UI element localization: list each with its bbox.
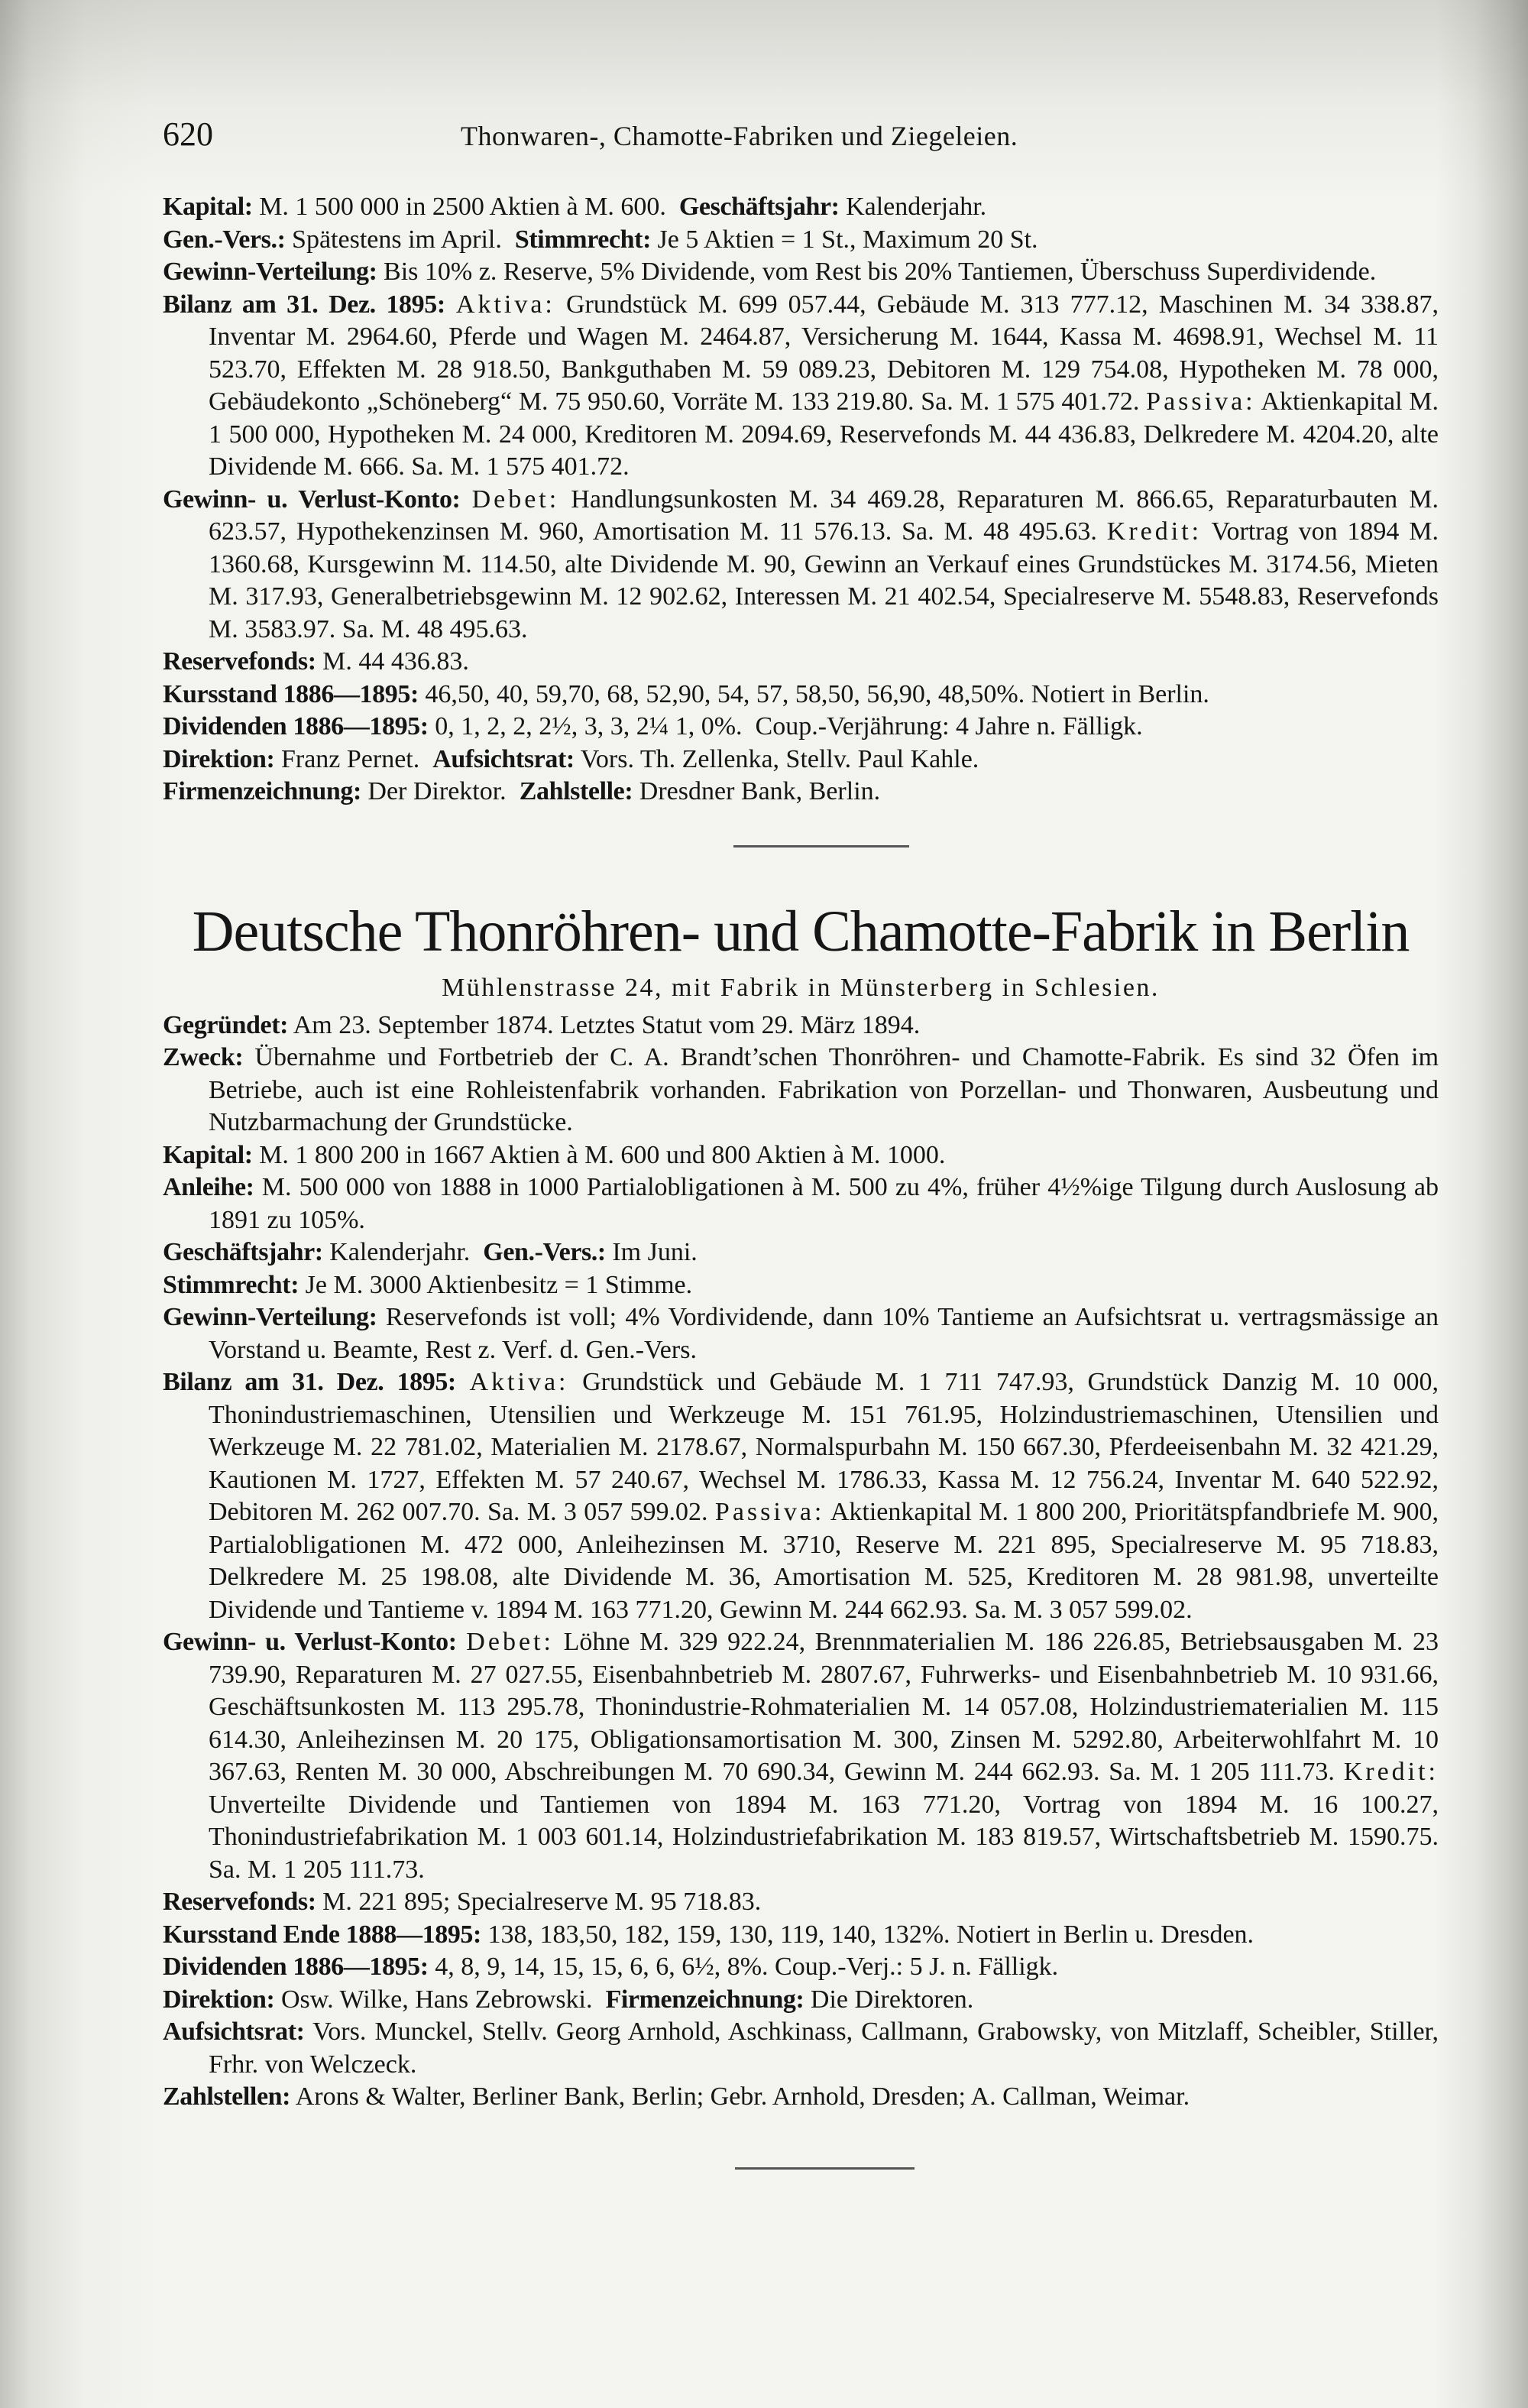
aufsichtsrat-entry bbox=[163, 2016, 1439, 2081]
guv-label: Gewinn- u. Verlust-Konto: bbox=[163, 485, 461, 514]
genvers-label: Gen.-Vers.: bbox=[163, 225, 286, 254]
aktiva-label: Aktiva: bbox=[455, 290, 555, 319]
section-divider bbox=[733, 845, 909, 847]
firmenzeichnung-text: Die Direktoren. bbox=[810, 1985, 974, 2014]
dividenden-label: Dividenden 1886—1895: bbox=[163, 712, 429, 741]
gegruendet-entry bbox=[163, 1010, 1439, 1042]
direktion-entry bbox=[163, 744, 1439, 776]
kredit-text: Vortrag von 1894 M. 1360.68, Kursgewinn M. 114.50, alte Dividende M. 90, Gewinn an Verkauf eines Grundstückes M. 3174.56, Mieten M. 317.93, Generalbetriebsgewinn M. 12 902.62, Interessen M. 21 402.54, Specialreserve M. 5548.83, Reservefonds M. 3583.97. Sa. M. 48 495.63. bbox=[209, 517, 1439, 643]
kursstand-entry bbox=[163, 1919, 1439, 1952]
debet-label: Debet: bbox=[466, 1628, 554, 1656]
kapital-entry bbox=[163, 1139, 1439, 1172]
zahlstelle-label: Zahlstelle: bbox=[519, 777, 633, 805]
coup-label: Coup.-Verjährung: bbox=[755, 712, 950, 741]
stimmrecht-text: Je M. 3000 Aktienbesitz = 1 Stimme. bbox=[305, 1270, 693, 1299]
kursstand-label: Kursstand 1886—1895: bbox=[163, 679, 419, 708]
reservefonds-text: M. 221 895; Specialreserve M. 95 718.83. bbox=[322, 1888, 762, 1916]
anleihe-entry bbox=[163, 1172, 1439, 1236]
kapital-line bbox=[163, 191, 1439, 224]
firmenzeichnung-entry bbox=[163, 776, 1439, 809]
aufsichtsrat-label: Aufsichtsrat: bbox=[432, 744, 575, 773]
geschaeftsjahr-label: Geschäftsjahr: bbox=[163, 1238, 323, 1266]
firmenzeichnung-text: Der Direktor. bbox=[367, 777, 507, 805]
bilanz-entry bbox=[163, 289, 1439, 484]
end-divider bbox=[735, 2167, 915, 2170]
zahlstellen-label: Zahlstellen: bbox=[163, 2082, 291, 2111]
zahlstellen-text: Arons & Walter, Berliner Bank, Berlin; Gebr. Arnhold, Dresden; A. Callman, Weimar. bbox=[295, 2082, 1190, 2111]
page-number: 620 bbox=[163, 115, 213, 153]
kursstand-entry bbox=[163, 679, 1439, 711]
running-head bbox=[163, 115, 1462, 156]
gegruendet-label: Gegründet: bbox=[163, 1010, 289, 1039]
zweck-entry bbox=[163, 1042, 1439, 1139]
aktiva-text: Grundstück M. 699 057.44, Gebäude M. 313 777.12, Maschinen M. 34 338.87, Inventar M. 2964.60, Pferde und Wagen M. 2464.87, Versicherung M. 1644, Kassa M. 4698.91, Wechsel M. 11 523.70, Effekten M. 28 918.50, Bankguthaben M. 59 089.23, Debitoren M. 129 754.08, Hypotheken M. 78 000, Gebäudekonto „Schöneberg“ M. 75 950.60, Vorräte M. 133 219.80. Sa. M. 1 575 401.72. bbox=[209, 290, 1439, 416]
kredit-text: Unverteilte Dividende und Tantiemen von 1894 M. 163 771.20, Vortrag von 1894 M. 16 100.27, Thonindustriefabrikation M. 1 003 601.14, Holzindustriefabrikation M. 183 819.57, Wirtschaftsbetrieb M. 1590.75. Sa. M. 1 205 111.73. bbox=[209, 1790, 1439, 1884]
company2-entry bbox=[163, 1010, 1439, 2114]
genvers-text: Spätestens im April. bbox=[292, 225, 502, 254]
zweck-label: Zweck: bbox=[163, 1043, 244, 1071]
aufsichtsrat-text: Vors. Munckel, Stellv. Georg Arnhold, Aschkinass, Callmann, Grabowsky, von Mitzlaff, Scheibler, Stiller, Frhr. von Welczeck. bbox=[209, 2017, 1439, 2079]
passiva-text: Aktienkapital M. 1 800 200, Prioritätspfandbriefe M. 900, Partialobligationen M. 472 000, Anleihezinsen M. 3710, Reserve M. 221 895, Specialreserve M. 95 718.83, Delkredere M. 25 198.08, alte Dividende M. 36, Amortisation M. 525, Kreditoren M. 28 981.98, unverteilte Dividende und Tantieme v. 1894 M. 163 771.20, Gewinn M. 244 662.93. Sa. M. 3 057 599.02. bbox=[209, 1498, 1439, 1624]
gegruendet-text: Am 23. September 1874. Letztes Statut vom 29. März 1894. bbox=[293, 1010, 921, 1039]
company1-entry bbox=[163, 191, 1439, 809]
kapital-text: M. 1 800 200 in 1667 Aktien à M. 600 und 800 Aktien à M. 1000. bbox=[259, 1140, 946, 1169]
zweck-text: Übernahme und Fortbetrieb der C. A. Brandt’schen Thonröhren- und Chamotte-Fabrik. Es sind 32 Öfen im Betriebe, auch ist eine Rohleistenfabrik vorhanden. Fabrikation von Porzellan- und Thonwaren, Ausbeutung und Nutzbarmachung der Grundstücke. bbox=[209, 1043, 1439, 1136]
aufsichtsrat-text: Vors. Th. Zellenka, Stellv. Paul Kahle. bbox=[580, 744, 979, 773]
aufsichtsrat-label: Aufsichtsrat: bbox=[163, 2017, 305, 2046]
passiva-label: Passiva: bbox=[714, 1498, 825, 1526]
reservefonds-text: M. 44 436.83. bbox=[322, 647, 469, 676]
direktion-label: Direktion: bbox=[163, 744, 275, 773]
direktion-label: Direktion: bbox=[163, 1985, 275, 2014]
geschaeftsjahr-text: Kalenderjahr. bbox=[846, 193, 987, 221]
gewinnverteilung-entry bbox=[163, 256, 1439, 289]
firmenzeichnung-label: Firmenzeichnung: bbox=[163, 777, 361, 805]
direktion-entry bbox=[163, 1984, 1439, 2017]
reservefonds-entry bbox=[163, 646, 1439, 679]
kursstand-text: 138, 183,50, 182, 159, 130, 119, 140, 132%. Notiert in Berlin u. Dresden. bbox=[487, 1920, 1254, 1949]
aktiva-text: Grundstück und Gebäude M. 1 711 747.93, Grundstück Danzig M. 10 000, Thonindustriemaschinen, Utensilien und Werkzeuge M. 151 761.95, Holzindustriemaschinen, Utensilien und Werkzeuge M. 22 781.02, Materialien M. 2178.67, Normalspurbahn M. 150 667.30, Pferdeeisenbahn M. 32 421.29, Kautionen M. 1727, Effekten M. 57 240.67, Wechsel M. 1786.33, Kassa M. 12 756.24, Inventar M. 640 522.92, Debitoren M. 262 007.70. Sa. M. 3 057 599.02. bbox=[209, 1368, 1439, 1526]
guv-label: Gewinn- u. Verlust-Konto: bbox=[163, 1628, 457, 1656]
reservefonds-label: Reservefonds: bbox=[163, 1888, 316, 1916]
debet-label: Debet: bbox=[471, 485, 560, 514]
genvers-label: Gen.-Vers.: bbox=[483, 1238, 606, 1266]
gewinnverteilung-label: Gewinn-Verteilung: bbox=[163, 258, 377, 286]
passiva-text: Aktienkapital M. 1 500 000, Hypotheken M. 24 000, Kreditoren M. 2094.69, Reservefonds M. 44 436.83, Delkredere M. 4204.20, alte Dividende M. 666. Sa. M. 1 575 401.72. bbox=[209, 387, 1439, 481]
company-subtitle: Mühlenstrasse 24, mit Fabrik in Münsterberg in Schlesien. bbox=[442, 973, 1160, 1002]
kredit-label: Kredit: bbox=[1106, 517, 1203, 546]
kapital-label: Kapital: bbox=[163, 1140, 253, 1169]
kapital-label: Kapital: bbox=[163, 193, 253, 221]
company-title: Deutsche Thonröhren- und Chamotte-Fabrik in Berlin bbox=[192, 899, 1410, 964]
stimmrecht-entry bbox=[163, 1269, 1439, 1302]
stimmrecht-label: Stimmrecht: bbox=[514, 225, 652, 254]
direktion-text: Franz Pernet. bbox=[280, 744, 420, 773]
gewinnverteilung-text: Bis 10% z. Reserve, 5% Dividende, vom Rest bis 20% Tantiemen, Überschuss Superdividende. bbox=[384, 258, 1377, 286]
bilanz-label: Bilanz am 31. Dez. 1895: bbox=[163, 1368, 456, 1396]
zahlstelle-text: Dresdner Bank, Berlin. bbox=[639, 777, 881, 805]
running-title: Thonwaren-, Chamotte-Fabriken und Ziegeleien. bbox=[461, 121, 1018, 151]
gewinnverteilung-text: Reservefonds ist voll; 4% Vordividende, dann 10% Tantieme an Aufsichtsrat u. vertragsmässige an Vorstand u. Beamte, Rest z. Verf. d. Gen.-Vers. bbox=[209, 1303, 1439, 1364]
zahlstellen-entry bbox=[163, 2081, 1439, 2114]
direktion-text: Osw. Wilke, Hans Zebrowski. bbox=[280, 1985, 593, 2014]
dividenden-text: 0, 1, 2, 2, 2½, 3, 3, 2¼ 1, 0%. bbox=[435, 712, 743, 741]
coup-text: 4 Jahre n. Fälligk. bbox=[956, 712, 1143, 741]
anleihe-text: M. 500 000 von 1888 in 1000 Partialobligationen à M. 500 zu 4%, früher 4½%ige Tilgung durch Auslosung ab 1891 zu 105%. bbox=[209, 1173, 1439, 1234]
stimmrecht-label: Stimmrecht: bbox=[163, 1270, 299, 1299]
genvers-text: Im Juni. bbox=[612, 1238, 698, 1266]
debet-text: Löhne M. 329 922.24, Brennmaterialien M. 186 226.85, Betriebsausgaben M. 23 739.90, Reparaturen M. 27 027.55, Eisenbahnbetrieb M. 2807.67, Fuhrwerks- und Eisenbahnbetrieb M. 10 931.66, Geschäftsunkosten M. 113 295.78, Thonindustrie-Rohmaterialien M. 14 057.08, Holzindustriematerialien M. 115 614.30, Anleihezinsen M. 20 175, Obligationsamortisation M. 300, Zinsen M. 5292.80, Arbeiterwohlfahrt M. 10 367.63, Renten M. 30 000, Abschreibungen M. 70 690.34, Gewinn M. 244 662.93. Sa. M. 1 205 111.73. bbox=[209, 1628, 1439, 1786]
genvers-line bbox=[163, 224, 1439, 257]
kursstand-text: 46,50, 40, 59,70, 68, 52,90, 54, 57, 58,50, 56,90, 48,50%. Notiert in Berlin. bbox=[425, 679, 1209, 708]
dividenden-text: 4, 8, 9, 14, 15, 15, 6, 6, 6½, 8%. bbox=[435, 1953, 769, 1981]
kapital-text: M. 1 500 000 in 2500 Aktien à M. 600. bbox=[259, 193, 666, 221]
reservefonds-entry bbox=[163, 1886, 1439, 1919]
stimmrecht-text: Je 5 Aktien = 1 St., Maximum 20 St. bbox=[657, 225, 1038, 254]
bilanz-label: Bilanz am 31. Dez. 1895: bbox=[163, 290, 445, 319]
geschaeftsjahr-entry bbox=[163, 1236, 1439, 1269]
coup-text: Coup.-Verj.: 5 J. n. Fälligk. bbox=[775, 1953, 1059, 1981]
guv-entry bbox=[163, 484, 1439, 647]
reservefonds-label: Reservefonds: bbox=[163, 647, 316, 676]
debet-text: Handlungsunkosten M. 34 469.28, Reparaturen M. 866.65, Reparaturbauten M. 623.57, Hypothekenzinsen M. 960, Amortisation M. 11 576.13. Sa. M. 48 495.63. bbox=[209, 485, 1439, 546]
kredit-label: Kredit: bbox=[1343, 1758, 1439, 1786]
anleihe-label: Anleihe: bbox=[163, 1173, 254, 1201]
kursstand-label: Kursstand Ende 1888—1895: bbox=[163, 1920, 481, 1949]
geschaeftsjahr-text: Kalenderjahr. bbox=[329, 1238, 471, 1266]
geschaeftsjahr-label: Geschäftsjahr: bbox=[678, 193, 840, 221]
gewinnverteilung-label: Gewinn-Verteilung: bbox=[163, 1303, 377, 1331]
dividenden-label: Dividenden 1886—1895: bbox=[163, 1953, 429, 1981]
aktiva-label: Aktiva: bbox=[469, 1368, 569, 1396]
firmenzeichnung-label: Firmenzeichnung: bbox=[605, 1985, 804, 2014]
bilanz-entry bbox=[163, 1366, 1439, 1626]
guv-entry bbox=[163, 1626, 1439, 1886]
dividenden-entry bbox=[163, 1951, 1439, 1984]
dividenden-entry bbox=[163, 711, 1439, 744]
passiva-label: Passiva: bbox=[1146, 387, 1256, 416]
gewinnverteilung-entry bbox=[163, 1301, 1439, 1366]
